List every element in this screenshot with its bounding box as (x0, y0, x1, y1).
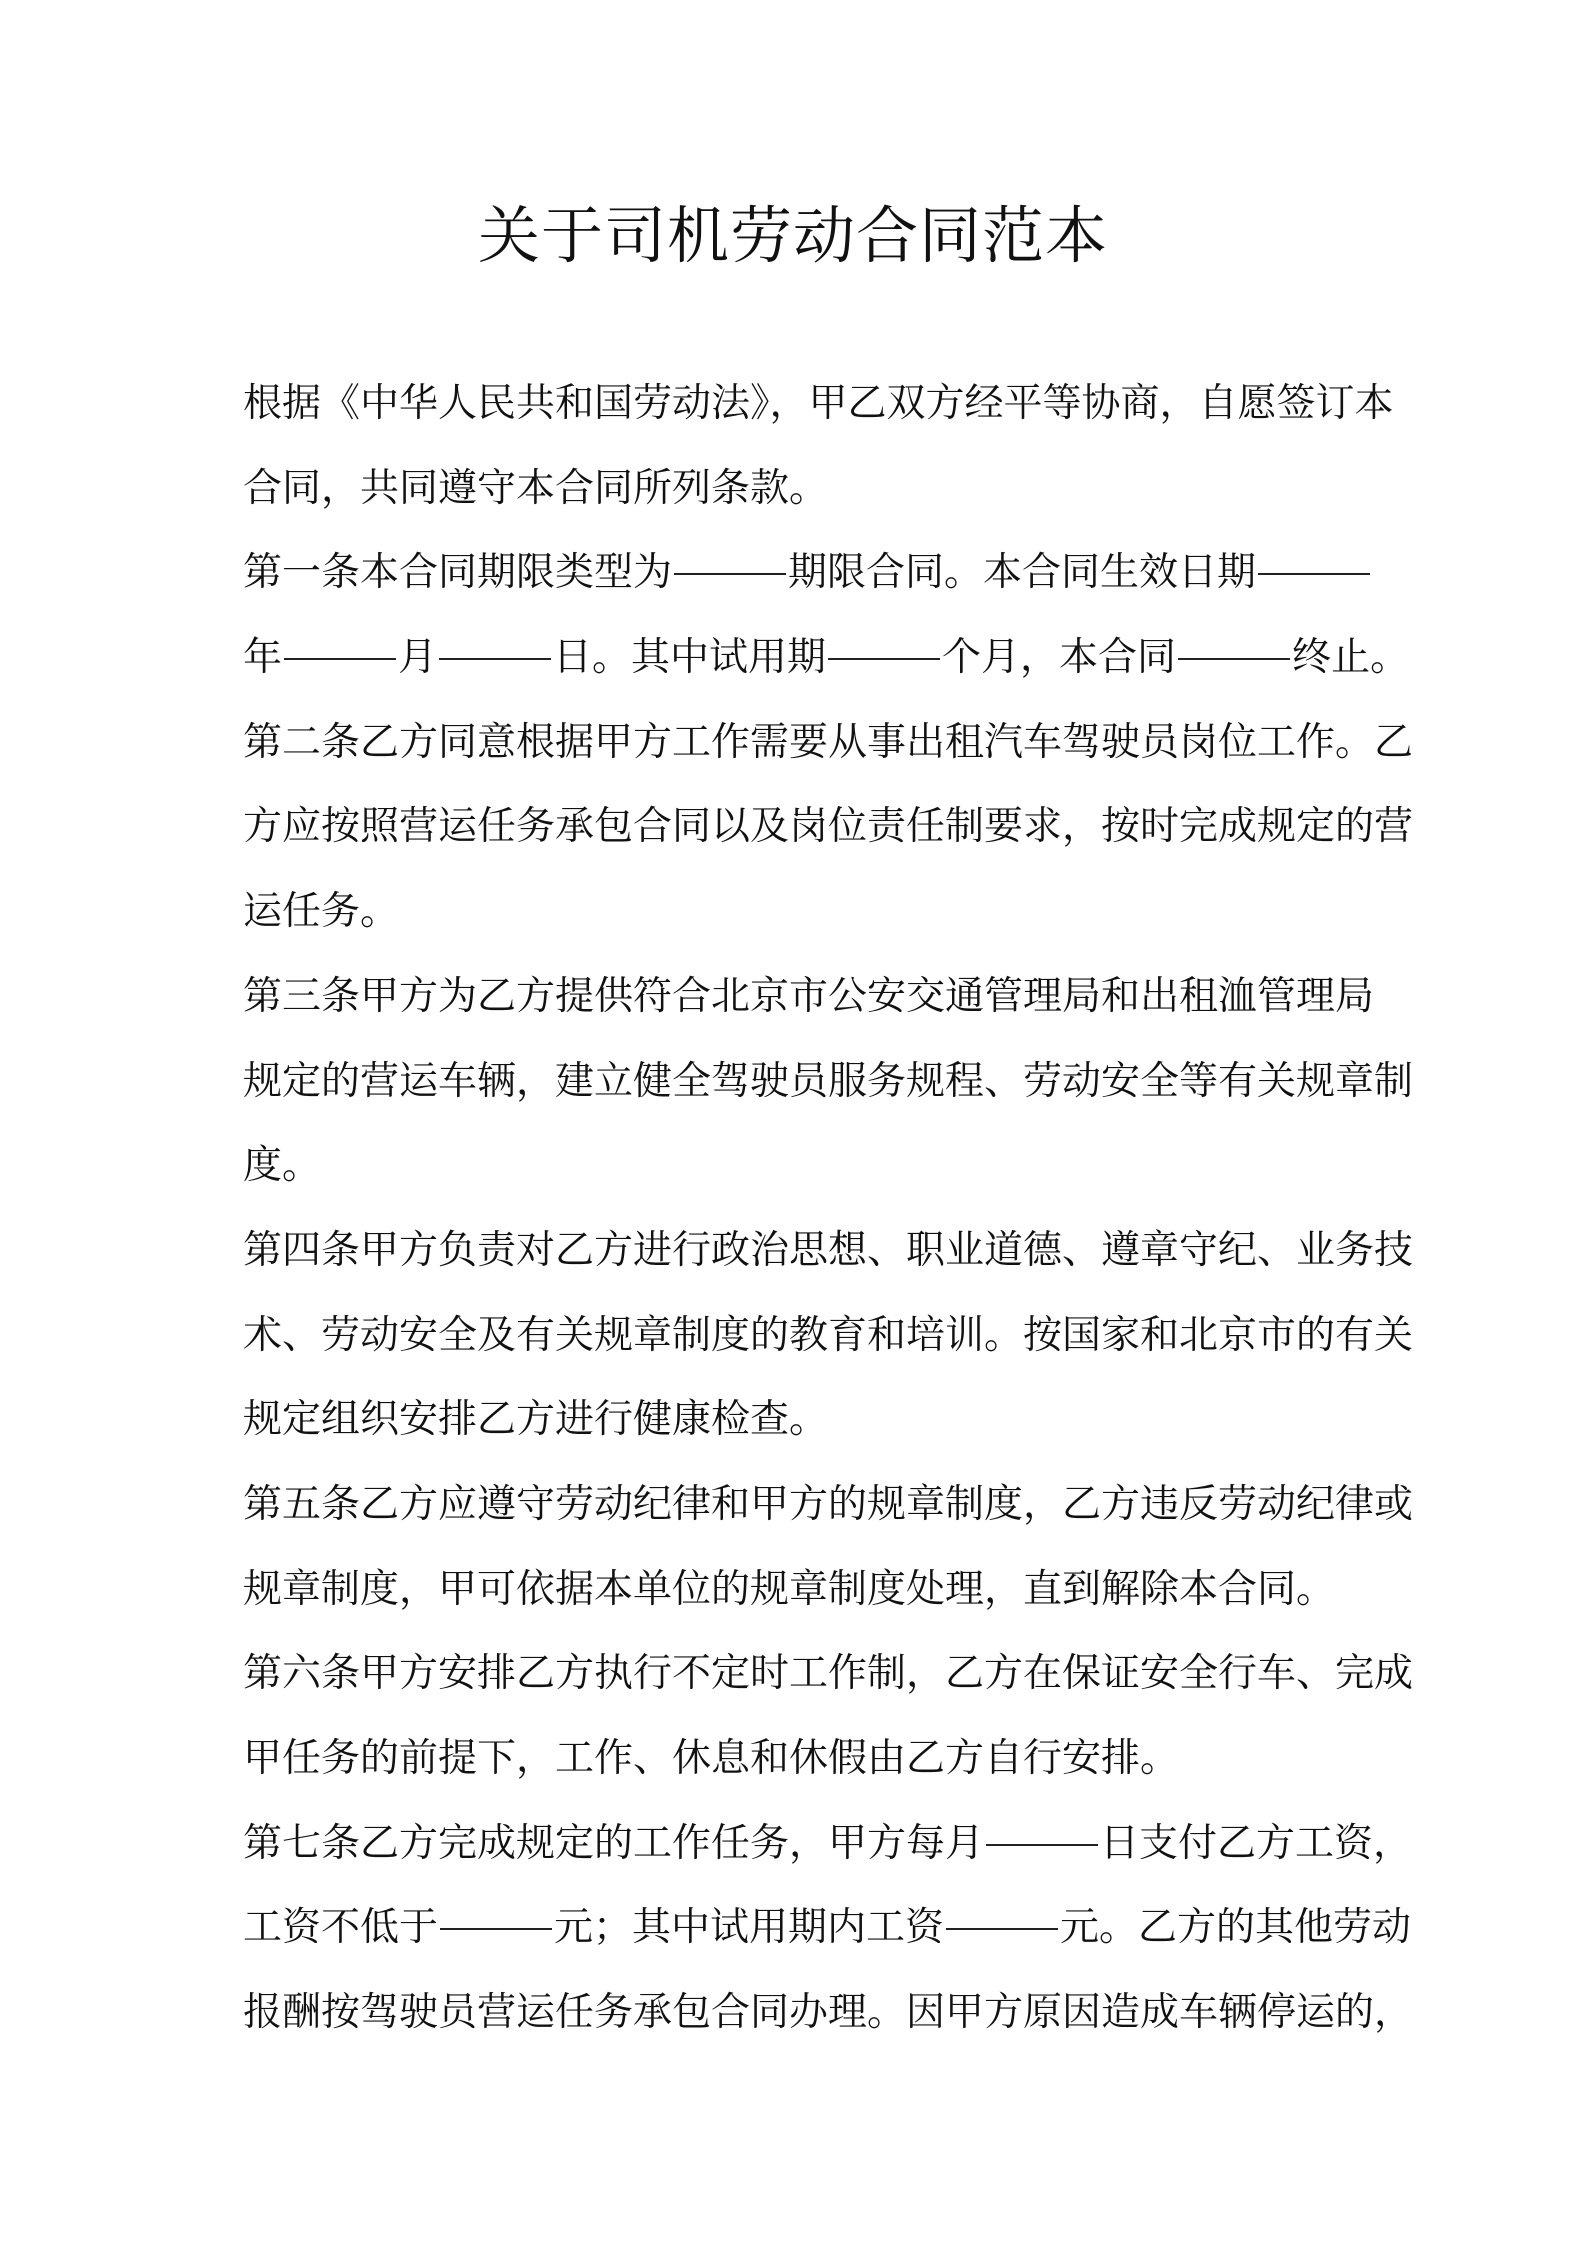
article-7-line-1 (243, 1802, 1413, 1887)
paragraph-line: 第六条甲方安排乙方执行不定时工作制，乙方在保证安全行车、完成 (243, 1651, 1414, 1697)
paragraph-line: 规定组织安排乙方进行健康检查。 (243, 1397, 829, 1443)
article-1-line-2 (243, 616, 1410, 701)
fill-in-blank (440, 1927, 552, 1930)
paragraph-line: 根据《中华人民共和国劳动法》，甲乙双方经平等协商，自愿签订本 (243, 381, 1394, 426)
article-7-line-2 (243, 1886, 1412, 1971)
paragraph-line: 第三条甲方为乙方提供符合北京市公安交通管理局和出租洫管理局 (243, 973, 1375, 1019)
paragraph-line: 规章制度，甲可依据本单位的规章制度处理，直到解除本合同。 (243, 1566, 1336, 1612)
paragraph-line: 报酬按驾驶员营运任务承包合同办理。因甲方原因造成车辆停运的， (243, 1990, 1414, 2036)
paragraph-line: 第四条甲方负责对乙方进行政治思想、职业道德、遵章守纪、业务技 (243, 1227, 1414, 1273)
document-title: 关于司机劳动合同范本 (477, 199, 1108, 272)
paragraph-line: 甲任务的前提下，工作、休息和休假由乙方自行安排。 (243, 1736, 1180, 1781)
text-segment: 日。其中试用期 (553, 635, 827, 681)
text-segment: 终止。 (1292, 635, 1410, 681)
article-1-line-1 (243, 531, 1363, 616)
text-segment: 元。乙方的其他劳动 (1060, 1905, 1412, 1951)
text-segment: 工资不低于 (243, 1905, 439, 1951)
paragraph-line: 方应按照营运任务承包合同以及岗位责任制要求，按时完成规定的营 (243, 804, 1414, 850)
text-segment: 月 (398, 635, 438, 681)
paragraph-line: 术、劳动安全及有关规章制度的教育和培训。按国家和北京市的有关 (243, 1312, 1414, 1358)
text-segment: 年 (243, 635, 283, 681)
paragraph-line: 第二条乙方同意根据甲方工作需要从事出租汽车驾驶员岗位工作。乙 (243, 719, 1414, 765)
fill-in-blank (828, 657, 940, 660)
fill-in-blank (439, 657, 551, 660)
document-body (243, 362, 1414, 2056)
paragraph-line: 规定的营运车辆，建立健全驾驶员服务规程、劳动安全等有关规章制 (243, 1058, 1414, 1104)
text-segment: 元；其中试用期内工资 (554, 1905, 945, 1951)
fill-in-blank (674, 572, 786, 575)
text-segment: 第七条乙方完成规定的工作任务，甲方每月 (243, 1820, 985, 1866)
text-segment: 个月，本合同 (942, 635, 1177, 681)
fill-in-blank (284, 657, 396, 660)
paragraph-line: 合同，共同遵守本合同所列条款。 (243, 465, 829, 511)
text-segment: 日支付乙方工资， (1100, 1820, 1413, 1866)
paragraph-line: 第五条乙方应遵守劳动纪律和甲方的规章制度，乙方违反劳动纪律或 (243, 1481, 1414, 1527)
text-segment: 期限合同。本合同生效日期 (788, 550, 1257, 596)
fill-in-blank (1258, 572, 1370, 575)
paragraph-line: 度。 (243, 1143, 322, 1189)
paragraph-line: 运任务。 (243, 889, 400, 935)
fill-in-blank (986, 1843, 1098, 1846)
fill-in-blank (1178, 657, 1290, 660)
fill-in-blank (946, 1927, 1058, 1930)
text-segment: 第一条本合同期限类型为 (243, 550, 673, 596)
